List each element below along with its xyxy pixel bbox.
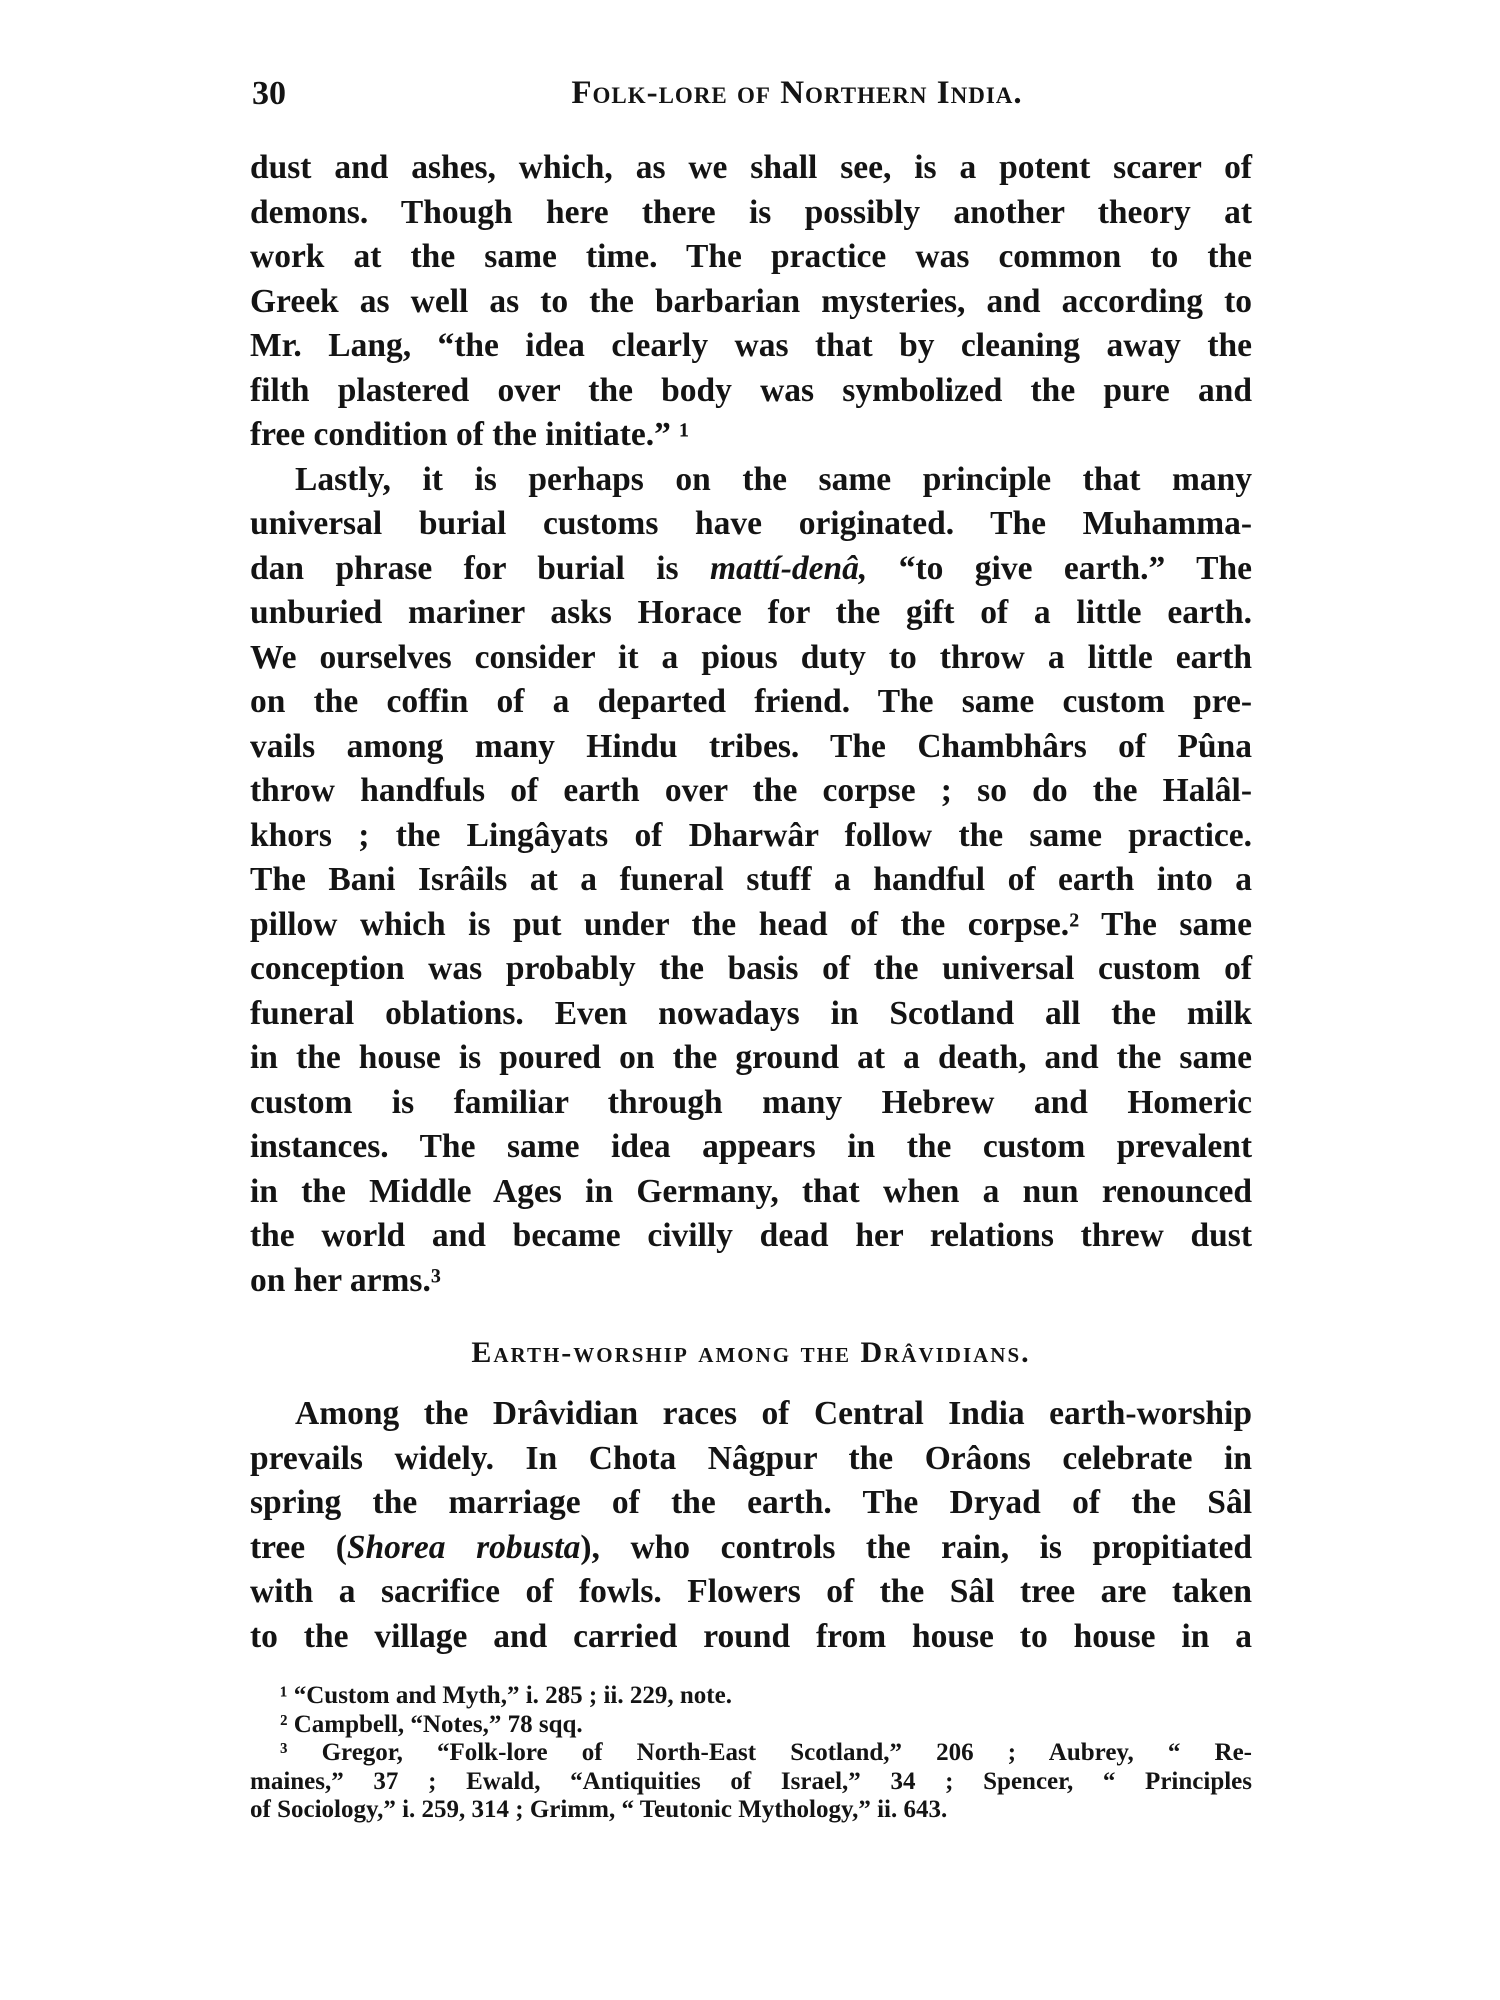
main-text bbox=[250, 146, 1252, 1303]
text-fragment: tree ( bbox=[250, 1528, 347, 1566]
text-fragment: dan phrase for burial is bbox=[250, 549, 710, 587]
text-line: custom is familiar through many Hebrew and Homeric bbox=[250, 1083, 1252, 1121]
text-line: vails among many Hindu tribes. The Chambhârs of Pûna bbox=[250, 727, 1252, 765]
running-title: Folk-lore of Northern India. bbox=[571, 75, 1023, 111]
text-line: funeral oblations. Even nowadays in Scotland all the milk bbox=[250, 994, 1252, 1032]
text-line: conception was probably the basis of the universal custom of bbox=[250, 950, 1252, 987]
text-line: to the village and carried round from house to house in a bbox=[250, 1617, 1252, 1655]
text-line: work at the same time. The practice was common to the bbox=[250, 238, 1252, 275]
text-line: free condition of the initiate.” ¹ bbox=[250, 416, 690, 453]
text-line: dust and ashes, which, as we shall see, is a potent scarer of bbox=[250, 149, 1252, 186]
text-fragment: ), who controls the rain, is propitiated bbox=[580, 1528, 1252, 1566]
text-line: Greek as well as to the barbarian mysteries, and according to bbox=[250, 282, 1252, 320]
paragraph-1 bbox=[250, 146, 1252, 458]
text-line: The Bani Isrâils at a funeral stuff a handful of earth into a bbox=[250, 861, 1252, 898]
text-line: demons. Though here there is possibly another theory at bbox=[250, 193, 1252, 231]
text-line: pillow which is put under the head of the corpse.² The same bbox=[250, 905, 1252, 943]
text-fragment: “to give earth.” The bbox=[867, 549, 1252, 587]
footnote-1: ¹ “Custom and Myth,” i. 285 ; ii. 229, note. bbox=[280, 1682, 732, 1709]
main-text-continued bbox=[250, 1392, 1252, 1659]
text-line: on the coffin of a departed friend. The same custom pre- bbox=[250, 683, 1252, 720]
footnote-line: maines,” 37 ; Ewald, “Antiquities of Israel,” 34 ; Spencer, “ Principles bbox=[250, 1767, 1252, 1795]
text-line: khors ; the Lingâyats of Dharwâr follow the same practice. bbox=[250, 816, 1252, 854]
italic-term: Shorea robusta bbox=[346, 1528, 581, 1566]
text-line: in the house is poured on the ground at a death, and the same bbox=[250, 1039, 1252, 1076]
page-number: 30 bbox=[252, 75, 286, 112]
text-line: prevails widely. In Chota Nâgpur the Orâons celebrate in bbox=[250, 1439, 1252, 1477]
section-heading: Earth-worship among the Drâvidians. bbox=[471, 1336, 1031, 1369]
text-line: We ourselves consider it a pious duty to throw a little earth bbox=[250, 638, 1252, 676]
paragraph-2 bbox=[250, 458, 1252, 1304]
text-line: the world and became civilly dead her relations threw dust bbox=[250, 1217, 1252, 1254]
text-line: with a sacrifice of fowls. Flowers of the Sâl tree are taken bbox=[250, 1573, 1252, 1610]
text-line: Among the Drâvidian races of Central India earth-worship bbox=[295, 1395, 1252, 1432]
footnote-3-continued bbox=[250, 1768, 1252, 1825]
italic-term: mattí-denâ, bbox=[710, 549, 868, 587]
text-line bbox=[250, 547, 1252, 592]
text-line: Mr. Lang, “the idea clearly was that by cleaning away the bbox=[250, 327, 1252, 364]
text-line: Lastly, it is perhaps on the same principle that many bbox=[295, 460, 1252, 498]
footnotes bbox=[250, 1682, 1252, 1825]
text-line: spring the marriage of the earth. The Dryad of the Sâl bbox=[250, 1484, 1252, 1521]
footnote-line: ³ Gregor, “Folk-lore of North-East Scotland,” 206 ; Aubrey, “ Re- bbox=[280, 1739, 1252, 1766]
footnote-2: ² Campbell, “Notes,” 78 sqq. bbox=[280, 1710, 583, 1738]
text-line: instances. The same idea appears in the custom prevalent bbox=[250, 1128, 1252, 1165]
text-line: on her arms.³ bbox=[250, 1261, 441, 1299]
footnote-line: of Sociology,” i. 259, 314 ; Grimm, “ Teutonic Mythology,” ii. 643. bbox=[250, 1796, 948, 1823]
page-header bbox=[252, 75, 1252, 121]
text-line: throw handfuls of earth over the corpse ; so do the Halâl- bbox=[250, 772, 1252, 809]
text-line: unburied mariner asks Horace for the gift of a little earth. bbox=[250, 594, 1252, 631]
footnote-3 bbox=[250, 1739, 1252, 1768]
text-line: in the Middle Ages in Germany, that when a nun renounced bbox=[250, 1172, 1252, 1210]
text-line: universal burial customs have originated. The Muhamma- bbox=[250, 505, 1252, 542]
paragraph-3 bbox=[250, 1392, 1252, 1659]
text-line bbox=[250, 1526, 1252, 1571]
text-line: filth plastered over the body was symbolized the pure and bbox=[250, 371, 1252, 409]
